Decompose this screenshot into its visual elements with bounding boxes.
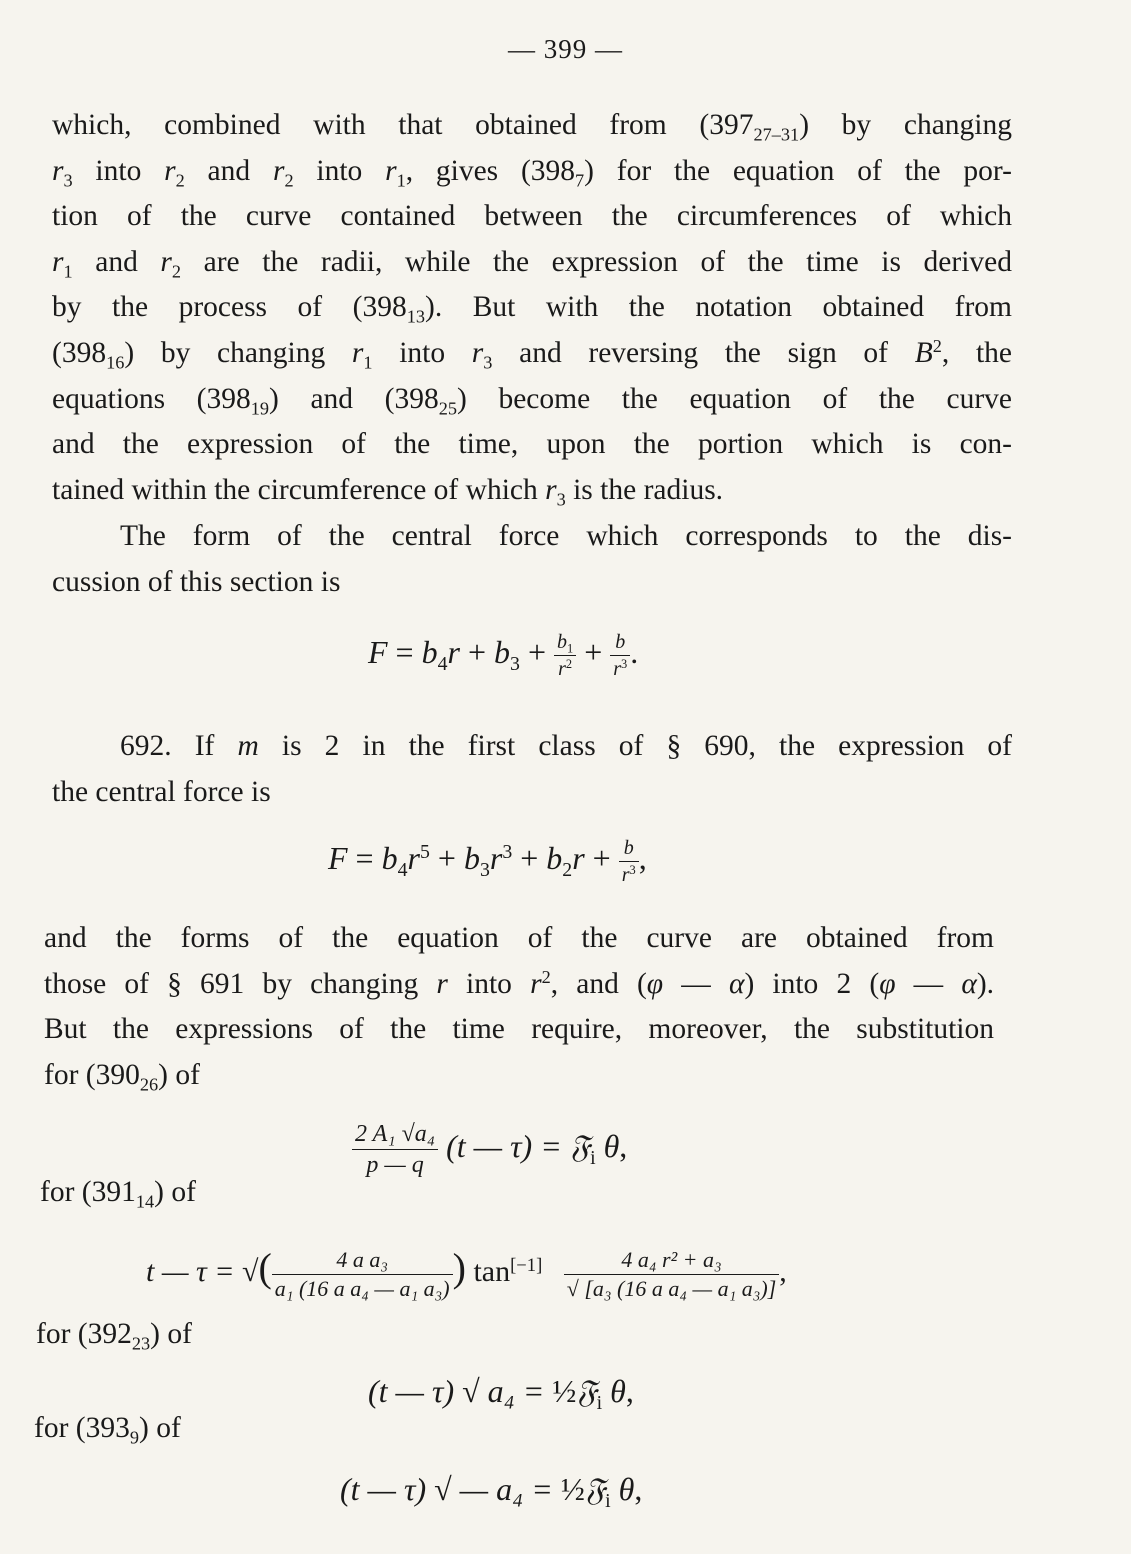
text-line: those of § 691 by changing r into $r^2$, and (φ — α) into 2 (φ — α).	[44, 966, 995, 1000]
text-line: $(398_{16})$ by changing $r_1$ into $r_3$ and reversing the sign of $B^2$, the	[52, 335, 1012, 373]
equation-central-force-1: $F = b_4r + b_3$ + $\frac{b_1}{r^2}$ + $\frac{b}{r^3}$ .	[368, 631, 639, 680]
text-line: which, combined with that obtained from $(397_{27-31})$ by changing	[52, 109, 1012, 145]
for-label-393: for $(393_9)$ of	[34, 1412, 181, 1448]
text-line: for $(390_{26})$ of	[44, 1058, 200, 1095]
text-line: But the expressions of the time require, moreover, the substitution	[44, 1013, 994, 1046]
text-line: tained within the circumference of which $r_3$ is the radius.	[52, 473, 724, 510]
text-line: by the process of $(398_{13})$. But with the notation obtained from	[52, 291, 1012, 327]
text-line: the central force is	[52, 775, 271, 808]
text-line: and the expression of the time, upon the portion which is con-	[52, 428, 1012, 461]
paragraph-3	[52, 724, 1012, 815]
text-line: $r_1$ and $r_2$ are the radii, while the expression of the time is derived	[52, 245, 1013, 282]
equation-substitution-4: (t — τ) √ — a₄ = ½𝔉$_i$ θ,	[340, 1470, 643, 1512]
for-label-392: for $(392_{23})$ of	[36, 1318, 192, 1354]
for-label-391: for $(391_{14})$ of	[40, 1176, 196, 1212]
text-line: and the forms of the equation of the curve are obtained from	[44, 922, 994, 954]
text-line: The form of the central force which corresponds to the dis-	[120, 520, 1012, 552]
paragraph-2	[52, 514, 1012, 605]
text-line: equations $(398_{19})$ and $(398_{25})$ become the equation of the curve	[52, 382, 1012, 418]
paragraph-1	[52, 103, 1012, 513]
text-line: tion of the curve contained between the circumferences of which	[52, 200, 1012, 233]
text-line: $r_3$ into $r_2$ and $r_2$ into $r_1$, gives $(398_7)$ for the equation of the por-	[52, 154, 1012, 190]
equation-substitution-1: $\frac{\text{2 A₁ √a₄}}{p — q}$ (t — τ) = 𝔉$_i$ θ,	[0, 1122, 1131, 1177]
paragraph-4	[44, 916, 994, 1098]
equation-central-force-2: $F = b_4r^5 + b_3r^3 + b_2r$ + $\frac{b}{r^3}$ ,	[328, 837, 647, 886]
page-number: — 399 —	[508, 34, 623, 64]
equation-substitution-2: t — τ = √( $\frac{\text{4 a a₃}}{\text{a₁ (16 a a₄ — a₁ a₃)}}$ ) tan[−1] $\frac{\text{4 a₄ r² + a₃}}{\text{√ [a₃ (16 a a₄ — a₁ a₃)]}}$ ,	[146, 1245, 787, 1301]
equation-substitution-3: (t — τ) √ a₄ = ½𝔉$_i$ θ,	[368, 1372, 634, 1414]
text-line: cussion of this section is	[52, 565, 341, 598]
text-line: 692. If m is 2 in the first class of § 690, the expression of	[120, 730, 1012, 762]
